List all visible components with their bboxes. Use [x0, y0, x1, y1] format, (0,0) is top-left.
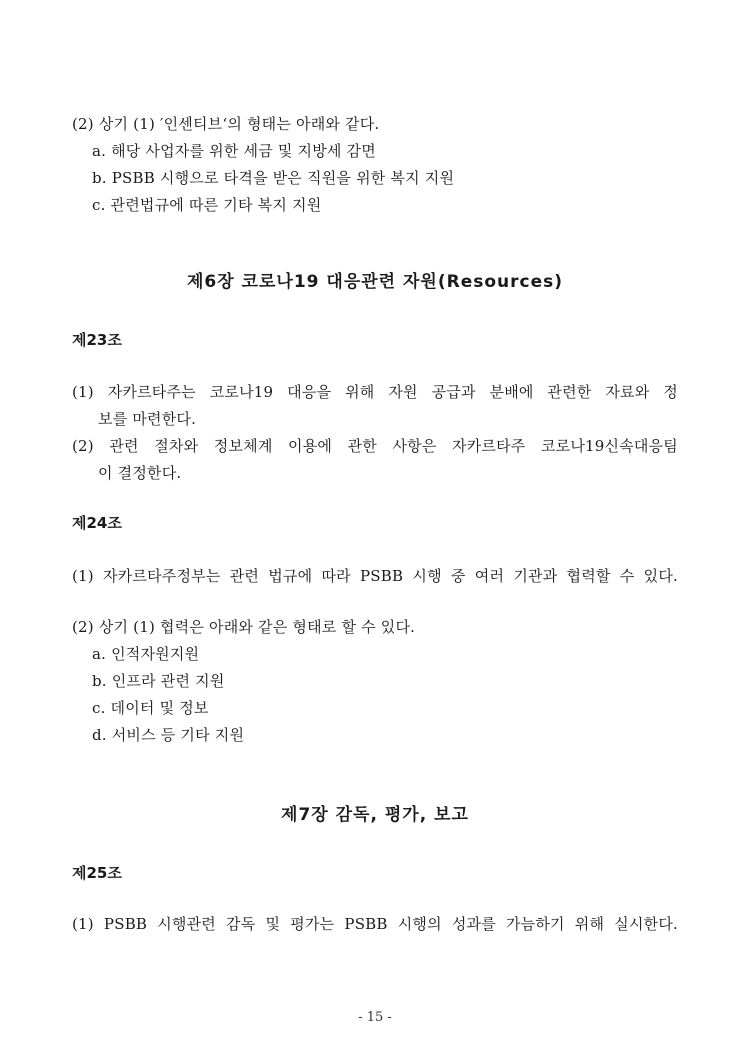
article-25-title: 제25조 — [72, 864, 122, 882]
article-24-para-2: (2) 상기 (1) 협력은 아래와 같은 형태로 할 수 있다. — [72, 618, 416, 636]
article-23-para-2-line-1: (2) 관련 절차와 정보체계 이용에 관한 사항은 자카르타주 코로나19신속대응팀 — [72, 437, 678, 455]
article-24-list-b: b. 인프라 관련 지원 — [92, 672, 225, 690]
article-25-para-1: (1) PSBB 시행관련 감독 및 평가는 PSBB 시행의 성과를 가늠하기 위해 실시한다. — [72, 915, 678, 933]
article-23-para-1-line-1: (1) 자카르타주는 코로나19 대응을 위해 자원 공급과 분배에 관련한 자료와 정 — [72, 383, 678, 401]
paragraph-item-2: (2) 상기 (1) ′인센티브‘의 형태는 아래와 같다. — [72, 115, 380, 133]
chapter-7-heading: 제7장 감독, 평가, 보고 — [281, 805, 469, 825]
page-number: - 15 - — [358, 1010, 392, 1025]
chapter-6-heading: 제6장 코로나19 대응관련 자원(Resources) — [186, 272, 564, 292]
article-24-list-a: a. 인적자원지원 — [92, 645, 200, 663]
article-23-para-2-line-2: 이 결정한다. — [98, 464, 182, 482]
article-24-title: 제24조 — [72, 514, 122, 532]
list-item-a: a. 해당 사업자를 위한 세금 및 지방세 감면 — [92, 142, 376, 160]
article-24-para-1: (1) 자카르타주정부는 관련 법규에 따라 PSBB 시행 중 여러 기관과 협력할 수 있다. — [72, 567, 678, 585]
article-24-list-d: d. 서비스 등 기타 지원 — [92, 726, 245, 744]
list-item-c: c. 관련법규에 따른 기타 복지 지원 — [92, 196, 322, 214]
list-item-b: b. PSBB 시행으로 타격을 받은 직원을 위한 복지 지원 — [92, 169, 455, 187]
article-23-para-1-line-2: 보를 마련한다. — [98, 410, 197, 428]
article-24-list-c: c. 데이터 및 정보 — [92, 699, 209, 717]
article-23-title: 제23조 — [72, 331, 122, 349]
